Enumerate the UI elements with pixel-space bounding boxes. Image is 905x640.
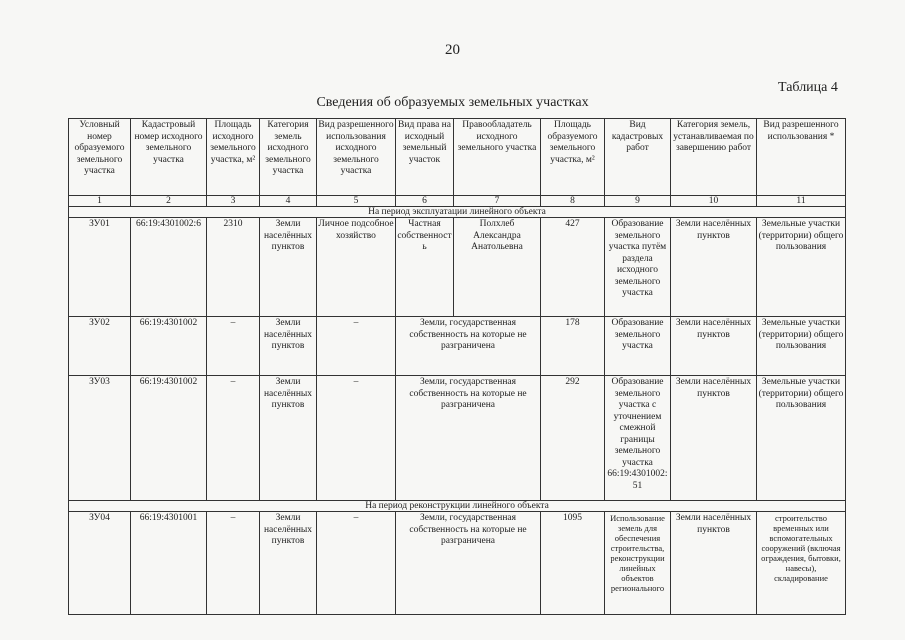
new-area: 427 [541, 218, 605, 317]
owner: Полхлеб Александра Анатольевна [454, 218, 541, 317]
ownership-status: Земли, государственная собственность на которые не разграничена [396, 317, 541, 376]
land-category: Земли населённых пунктов [260, 376, 317, 501]
cadastral-work: Образование земельного участка с уточнением смежной границы земельного участка 66:19:4301002:51 [605, 376, 671, 501]
new-permitted-use: Земельные участки (территории) общего пользования [757, 218, 846, 317]
cadastral-work: Образование земельного участка путём раздела исходного земельного участка [605, 218, 671, 317]
header-cell: Вид разрешенного использования исходного земельного участка [317, 119, 396, 196]
column-number: 9 [605, 196, 671, 207]
header-cell: Вид права на исходный земельный участок [396, 119, 454, 196]
column-number: 8 [541, 196, 605, 207]
new-land-category: Земли населённых пунктов [671, 317, 757, 376]
column-number: 11 [757, 196, 846, 207]
source-area: – [207, 512, 260, 615]
source-permitted-use: – [317, 317, 396, 376]
source-area: – [207, 376, 260, 501]
column-number: 3 [207, 196, 260, 207]
plot-id: ЗУ01 [69, 218, 131, 317]
header-cell: Категория земель исходного земельного участка [260, 119, 317, 196]
cadastral-work: Образование земельного участка [605, 317, 671, 376]
column-number: 6 [396, 196, 454, 207]
cadastral-number: 66:19:4301001 [131, 512, 207, 615]
table-row [69, 317, 846, 376]
land-category: Земли населённых пунктов [260, 317, 317, 376]
table-row [69, 218, 846, 317]
new-land-category: Земли населённых пунктов [671, 376, 757, 501]
header-cell: Условный номер образуемого земельного участка [69, 119, 131, 196]
land-category: Земли населённых пунктов [260, 218, 317, 317]
section-title: На период эксплуатации линейного объекта [69, 207, 846, 218]
header-cell: Правообладатель исходного земельного участка [454, 119, 541, 196]
header-cell: Площадь исходного земельного участка, м² [207, 119, 260, 196]
land-category: Земли населённых пунктов [260, 512, 317, 615]
right-type: Частная собственность [396, 218, 454, 317]
new-permitted-use: строительство временных или вспомогательных сооружений (включая ограждения, бытовки, навесы), складирование [757, 512, 846, 615]
document-title: Сведения об образуемых земельных участках [316, 95, 589, 110]
source-permitted-use: – [317, 376, 396, 501]
new-permitted-use: Земельные участки (территории) общего пользования [757, 376, 846, 501]
ownership-status: Земли, государственная собственность на которые не разграничена [396, 376, 541, 501]
source-area: – [207, 317, 260, 376]
column-number: 5 [317, 196, 396, 207]
source-permitted-use: – [317, 512, 396, 615]
cadastral-number: 66:19:4301002 [131, 376, 207, 501]
table-row [69, 376, 846, 501]
table-row [69, 512, 846, 615]
land-plots-table [68, 118, 845, 615]
header-cell: Кадастровый номер исходного земельного участка [131, 119, 207, 196]
section-row-operation [69, 207, 846, 218]
column-number: 2 [131, 196, 207, 207]
section-title: На период реконструкции линейного объекта [69, 501, 846, 512]
column-number: 1 [69, 196, 131, 207]
plot-id: ЗУ03 [69, 376, 131, 501]
header-cell: Вид разрешенного использования * [757, 119, 846, 196]
header-cell: Категория земель, устанавливаемая по завершению работ [671, 119, 757, 196]
column-number-row [69, 196, 846, 207]
plot-id: ЗУ02 [69, 317, 131, 376]
column-number: 10 [671, 196, 757, 207]
new-permitted-use: Земельные участки (территории) общего пользования [757, 317, 846, 376]
header-cell: Вид кадастровых работ [605, 119, 671, 196]
new-area: 1095 [541, 512, 605, 615]
header-row [69, 119, 846, 196]
plot-id: ЗУ04 [69, 512, 131, 615]
source-permitted-use: Личное подсобное хозяйство [317, 218, 396, 317]
cadastral-work: Использование земель для обеспечения строительства, реконструкции линейных объектов регионального [605, 512, 671, 615]
column-number: 7 [454, 196, 541, 207]
source-area: 2310 [207, 218, 260, 317]
section-row-reconstruction [69, 501, 846, 512]
table-label: Таблица 4 [778, 80, 838, 95]
new-area: 292 [541, 376, 605, 501]
cadastral-number: 66:19:4301002 [131, 317, 207, 376]
ownership-status: Земли, государственная собственность на которые не разграничена [396, 512, 541, 615]
new-land-category: Земли населённых пунктов [671, 218, 757, 317]
page-number: 20 [445, 42, 460, 58]
cadastral-number: 66:19:4301002:6 [131, 218, 207, 317]
header-cell: Площадь образуемого земельного участка, м² [541, 119, 605, 196]
new-land-category: Земли населённых пунктов [671, 512, 757, 615]
new-area: 178 [541, 317, 605, 376]
column-number: 4 [260, 196, 317, 207]
